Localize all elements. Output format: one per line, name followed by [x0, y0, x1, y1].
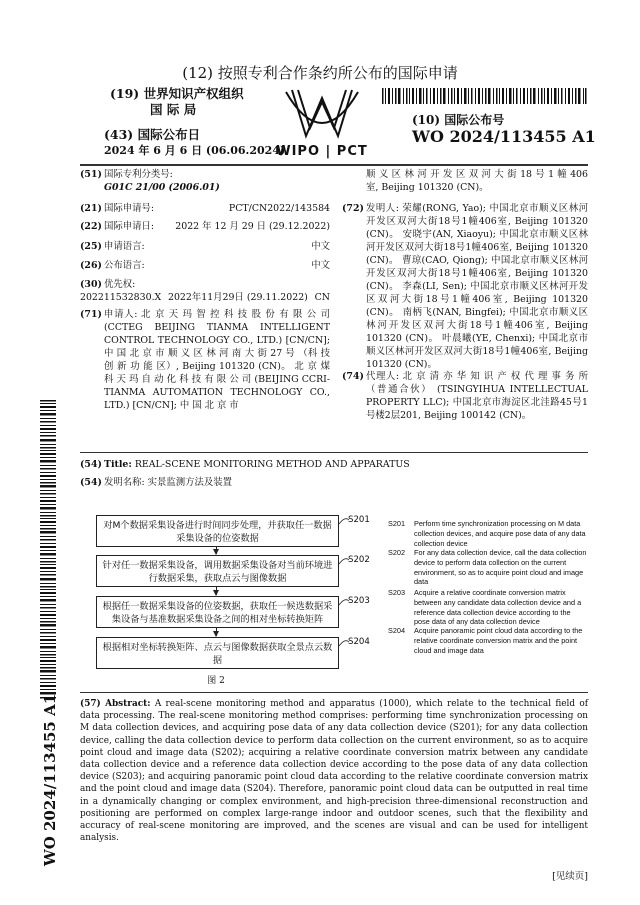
step-label: S202 — [348, 555, 370, 565]
publication-date-label: (43) 国际公布日 — [104, 127, 201, 142]
publication-number: WO 2024/113455 A1 — [412, 127, 596, 146]
step-label-leaders — [339, 514, 359, 674]
title-zh-code: (54) — [80, 477, 102, 488]
vertical-barcode-icon — [40, 400, 56, 700]
agent-code: (74) — [342, 371, 364, 382]
title-en-value: REAL-SCENE MONITORING METHOD AND APPARATUS — [134, 459, 410, 470]
filing-lang-value: 中文 — [311, 241, 330, 252]
abstract-code: (57) — [80, 699, 101, 709]
title-en-code: (54) — [80, 459, 102, 470]
figure-caption: 图 2 — [207, 676, 225, 686]
applicant-code: (71) — [80, 309, 102, 320]
priority-number: 202211532830.X — [80, 292, 162, 303]
app-no-code: (21) — [80, 203, 102, 214]
abstract-divider — [80, 692, 588, 693]
ipc-label: 国际专利分类号: — [104, 169, 173, 180]
step-description-id: S203 — [388, 588, 406, 597]
filing-date-code: (22) — [80, 221, 102, 232]
flow-step-s201: 对M个数据采集设备进行时间同步处理，并获取任一数据采集设备的位姿数据 — [96, 515, 339, 547]
priority-label: 优先权: — [104, 279, 136, 290]
pub-lang-label: 公布语言: — [104, 260, 145, 271]
applicant-text: 申请人: 北 京 天 玛 智 控 科 技 股 份 有 限 公 司 (CCTEG BEIJING TIANMA INTELLIGENT CONTROL TECHNOLOGY CO., LTD.) [CN/CN]; 中 国 北 京 市 顺 义 区 林 河 南 大 街 27 号 （科 技 创 新 功 能 区）, Beijing 101320 (CN)。 北 京 煤 科 天 玛 自 动 化 科 技 有 限 公 司 (BEIJING CCRI-TIANMA AUTOMATION TECHNOLOGY CO., LTD.) [CN/CN]; 中 国 北 京 市 — [104, 309, 330, 411]
wipo-logo — [272, 84, 372, 160]
step-description-text: For any data collection device, call the data collection device to perform data collection on the current environment, so as to acquire point cloud and image data — [414, 548, 587, 587]
step-description-text: Acquire a relative coordinate conversion matrix between any candidate data collection device and a reference data collection device according to the pose data of any data collection device — [414, 588, 582, 627]
header-divider — [80, 164, 588, 166]
flow-arrow — [216, 547, 217, 554]
filing-date-value: 2022 年 12 月 29 日 (29.12.2022) — [175, 221, 330, 232]
flow-arrow — [216, 587, 217, 595]
app-no-value: PCT/CN2022/143584 — [228, 203, 330, 214]
organization-name: (19) 世界知识产权组织 — [110, 86, 244, 101]
wipo-logo-text: WIPO | PCT — [276, 144, 368, 159]
step-label: S201 — [348, 515, 370, 525]
agent-text: 代理人: 北 京 清 亦 华 知 识 产 权 代 理 事 务 所（普通合伙） (TSINGYIHUA INTELLECTUAL PROPERTY LLC); 中国北京市海淀区北洼路45号1号楼2层201, Beijing 100142 (CN)。 — [366, 371, 588, 421]
publication-number-label: (10) 国际公布号 — [412, 113, 505, 127]
side-publication-number: WO 2024/113455 A1 — [41, 693, 59, 867]
priority-code: (30) — [80, 279, 102, 290]
filing-date-label: 国际申请日: — [104, 221, 155, 232]
title-zh-value: 实景监测方法及装置 — [147, 477, 233, 488]
flow-arrow — [216, 628, 217, 636]
title-en-label: Title: — [104, 459, 132, 470]
step-description-text: Perform time synchronization processing on M data collection devices, and acquire pose data of any data collection device — [414, 519, 586, 548]
continued-footer: [见续页] — [552, 871, 588, 882]
inventors-text: 发明人: 荣耀(RONG, Yao); 中国北京市顺义区林河开发区双河大街18号1幢406室, Beijing 101320 (CN)。 安晓宇(AN, Xiaoyu); 中国北京市顺义区林河开发区双河大街18号1幢406室, Beijing 101320 (CN)。 曹琼(CAO, Qiong); 中国北京市顺义区林河开发区双河大街18号1幢406室, Beijing 101320 (CN)。 李森(LI, Sen); 中国北京市顺义区林河开发区双河大街18号1幢406室, Beijing 101320 (CN)。 南柄飞(NAN, Bingfei); 中国北京市顺义区林河开发区双河大街18号1幢406室, Beijing 101320 (CN)。 叶晨曦(YE, Chenxi); 中国北京市顺义区林河开发区双河大街18号1幢406室, Beijing 101320 (CN)。 — [366, 203, 588, 370]
step-label: S203 — [348, 596, 370, 606]
flow-step-s203: 根据任一数据采集设备的位姿数据，获取任一候选数据采集设备与基准数据采集设备之间的相对坐标转换矩阵 — [96, 596, 339, 628]
filing-lang-code: (25) — [80, 241, 102, 252]
flow-step-s202: 针对任一数据采集设备，调用数据采集设备对当前环境进行数据采集，获取点云与图像数据 — [96, 555, 339, 587]
filing-lang-label: 申请语言: — [104, 241, 145, 252]
barcode-icon — [382, 88, 587, 104]
wipo-emblem-icon — [272, 84, 372, 146]
abstract-text: A real-scene monitoring method and apparatus (1000), which relate to the technical field of data processing. The real-scene monitoring method comprises: performing time synchronization processing on M data collection devices, and acquiring pose data of any data collection device (S201); for any data collection device, calling the data collection device to perform data collection on the current environment, so as to acquire point cloud and image data (S202); acquiring a relative coordinate conversion matrix between any candidate data collection device and a reference data collection device according to the pose data of any data collection device (S203); and acquiring panoramic point cloud data according to the relative coordinate conversion matrix and the point cloud and image data (S204). Therefore, panoramic point cloud data can be outputted in real time in a dynamically changing or complex environment, and high-precision three-dimensional reconstruction and positioning are performed on complex large-range indoor and outdoor scenes, such that the flexibility and accuracy of real-scene monitoring are improved, and the scenes are visual and can be used for intelligent analysis. — [80, 699, 588, 844]
document-type: (12) 按照专利合作条约所公布的国际申请 — [182, 64, 458, 82]
inventors-code: (72) — [342, 203, 364, 214]
title-zh-label: 发明名称: — [104, 477, 145, 488]
abstract-label: Abstract: — [105, 699, 151, 709]
ipc-value: G01C 21/00 (2006.01) — [104, 182, 220, 193]
step-description-id: S202 — [388, 548, 406, 557]
publication-date: 2024 年 6 月 6 日 (06.06.2024) — [104, 144, 286, 157]
step-description-id: S201 — [388, 519, 406, 528]
step-description-id: S204 — [388, 626, 406, 635]
app-no-label: 国际申请号: — [104, 203, 155, 214]
priority-date: 2022年11月29日 (29.11.2022) — [168, 292, 308, 303]
applicant-address-text: 顺 义 区 林 河 开 发 区 双 河 大 街 18 号 1 幢 406室, Beijing 101320 (CN)。 — [366, 169, 588, 193]
ipc-code: (51) — [80, 169, 102, 180]
bureau-name: 国 际 局 — [150, 102, 197, 117]
title-divider — [80, 452, 588, 453]
pub-lang-value: 中文 — [311, 260, 330, 271]
abstract — [80, 698, 588, 844]
pub-lang-code: (26) — [80, 260, 102, 271]
priority-country: CN — [314, 292, 330, 303]
step-description-text: Acquire panoramic point cloud data according to the relative coordinate conversion matrix and the point cloud and image data — [414, 626, 583, 655]
flow-step-s204: 根据相对坐标转换矩阵、点云与图像数据获取全景点云数据 — [96, 637, 339, 669]
step-label: S204 — [348, 637, 370, 647]
